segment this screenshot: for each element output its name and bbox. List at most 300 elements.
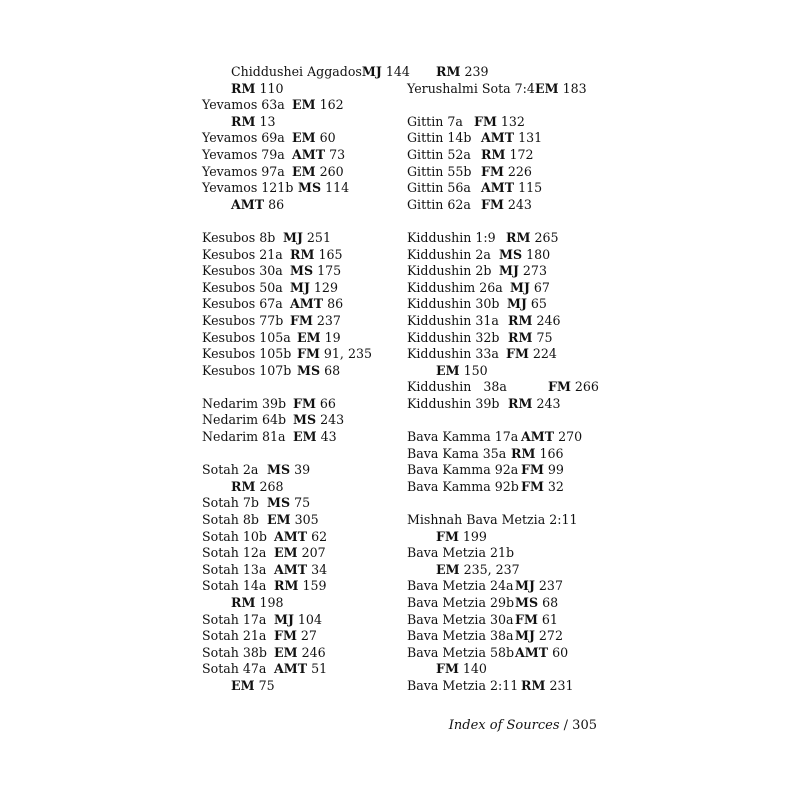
- source-reference: Kiddushin 39b: [407, 395, 500, 411]
- page-numbers: 86: [268, 196, 285, 212]
- book-code: EM: [267, 512, 291, 528]
- book-code: AMT: [481, 180, 515, 196]
- index-entry: [202, 628, 398, 645]
- source-reference: Bava Metzia 58b: [407, 644, 515, 660]
- page-numbers: 66: [319, 395, 336, 411]
- book-reference: [274, 628, 317, 645]
- book-code: MS: [499, 246, 523, 262]
- page-numbers: 231: [549, 677, 574, 693]
- index-entry: [202, 97, 398, 114]
- page-numbers: 237: [538, 578, 563, 594]
- page-numbers: 65: [530, 296, 547, 312]
- index-entry: [407, 230, 607, 247]
- page-numbers: 268: [259, 478, 284, 494]
- page-numbers: 183: [562, 80, 587, 96]
- index-entry: [407, 612, 607, 629]
- source-reference: Kiddushin 1:9: [407, 229, 496, 245]
- book-reference: [274, 661, 327, 678]
- book-code: AMT: [515, 644, 549, 660]
- book-code: FM: [297, 346, 320, 362]
- source-reference: Kesubos 107b: [202, 362, 292, 378]
- book-code: MS: [298, 180, 322, 196]
- index-entry: [202, 645, 398, 662]
- book-code: EM: [231, 677, 255, 693]
- page-numbers: 265: [534, 229, 559, 245]
- source-reference: Kesubos 67a: [202, 296, 283, 312]
- book-code: RM: [290, 246, 315, 262]
- book-reference: [292, 97, 344, 114]
- index-entry: [407, 197, 607, 214]
- book-reference: [290, 263, 341, 280]
- page-numbers: 51: [311, 661, 328, 677]
- page-numbers: 115: [518, 180, 543, 196]
- source-reference: Sotah 2a: [202, 462, 259, 478]
- source-reference: Yevamos 79a: [202, 146, 285, 162]
- running-footer: [449, 718, 597, 733]
- index-entry: [202, 545, 398, 562]
- book-code: RM: [231, 478, 256, 494]
- page-numbers: 251: [306, 229, 331, 245]
- book-code: MJ: [361, 64, 382, 79]
- book-code: RM: [231, 595, 256, 610]
- book-reference: [515, 595, 558, 612]
- source-reference: Kiddushin 30b: [407, 296, 500, 312]
- book-reference: [293, 396, 336, 413]
- page-numbers: 68: [542, 595, 559, 610]
- page-numbers: 68: [324, 362, 341, 378]
- page-numbers: 175: [317, 263, 342, 279]
- book-reference: [231, 479, 283, 494]
- book-code: FM: [481, 196, 504, 212]
- index-entry: [202, 578, 398, 595]
- source-reference: Bava Metzia 30a: [407, 611, 514, 627]
- source-reference: Bava Kama 35a: [407, 445, 507, 461]
- book-code: RM: [508, 395, 533, 411]
- book-reference: [515, 628, 563, 645]
- page-numbers: 34: [311, 561, 328, 577]
- index-entry: [407, 81, 607, 98]
- page-numbers: 104: [297, 611, 322, 627]
- source-reference: Bava Metzia 38a: [407, 628, 514, 644]
- book-code: FM: [481, 163, 504, 179]
- page-numbers: 132: [500, 113, 525, 129]
- book-reference: [436, 562, 520, 577]
- index-entry: [202, 130, 398, 147]
- page-numbers: 243: [507, 196, 532, 212]
- page-numbers: 246: [536, 312, 561, 328]
- book-reference: [290, 296, 343, 313]
- book-code: AMT: [231, 196, 265, 212]
- book-reference: [499, 247, 550, 264]
- book-reference: [231, 197, 284, 212]
- blank-line: [202, 446, 398, 463]
- page-numbers: 75: [294, 495, 311, 511]
- blank-line: [202, 213, 398, 230]
- book-reference: [436, 64, 488, 79]
- book-code: EM: [292, 163, 316, 179]
- index-entry: [407, 64, 607, 81]
- page-numbers: 235, 237: [463, 561, 520, 577]
- page-numbers: 260: [319, 163, 344, 179]
- index-entry: [407, 330, 607, 347]
- index-entry: [407, 296, 607, 313]
- page-numbers: 162: [319, 97, 344, 113]
- book-code: EM: [293, 429, 317, 445]
- book-code: MS: [267, 495, 291, 511]
- book-code: AMT: [481, 130, 515, 146]
- index-entry: [202, 462, 398, 479]
- page-numbers: 39: [294, 462, 311, 478]
- index-entry: [407, 678, 607, 695]
- book-code: FM: [274, 628, 297, 644]
- index-entry: [202, 396, 398, 413]
- index-entry: [407, 429, 607, 446]
- page-numbers: 180: [526, 246, 551, 262]
- index-entry: [407, 578, 607, 595]
- source-reference: Kiddushin 31a: [407, 312, 499, 328]
- index-entry: [202, 296, 398, 313]
- book-reference: [297, 363, 340, 380]
- source-reference: Kesubos 105a: [202, 329, 291, 345]
- book-reference: [231, 114, 275, 129]
- index-entry: [202, 495, 398, 512]
- index-entry: [202, 346, 398, 363]
- book-code: MS: [293, 412, 317, 428]
- page-numbers: 273: [522, 263, 547, 279]
- index-entry: [407, 661, 607, 678]
- book-reference: [481, 197, 532, 214]
- source-reference: Nedarim 64b: [202, 412, 287, 428]
- book-reference: [481, 147, 533, 164]
- blank-line: [407, 412, 607, 429]
- book-code: RM: [231, 80, 256, 96]
- source-reference: Sotah 38b: [202, 644, 267, 660]
- page-numbers: 110: [259, 80, 284, 96]
- book-reference: [267, 495, 310, 512]
- page-numbers: 144: [385, 64, 410, 79]
- source-reference: Gittin 56a: [407, 180, 471, 196]
- index-entry: [202, 429, 398, 446]
- source-reference: Bava Metzia 29b: [407, 595, 515, 610]
- book-code: FM: [436, 528, 459, 544]
- book-reference: [481, 180, 542, 197]
- index-entry: [407, 446, 607, 463]
- source-reference: Kiddushim 26a: [407, 279, 503, 295]
- index-entry: [407, 379, 607, 396]
- index-entry: [407, 164, 607, 181]
- source-reference: Yevamos 121b: [202, 180, 294, 196]
- source-reference: Bava Kamma 92a: [407, 462, 519, 478]
- book-reference: [515, 645, 568, 662]
- source-reference: Chiddushei Aggados: [231, 64, 362, 79]
- source-reference: Sotah 12a: [202, 545, 267, 561]
- book-reference: [283, 230, 331, 247]
- book-reference: [298, 180, 349, 197]
- blank-line: [202, 379, 398, 396]
- page-numbers: 224: [532, 346, 557, 362]
- book-code: FM: [515, 611, 538, 627]
- book-code: AMT: [521, 429, 555, 445]
- book-code: RM: [508, 312, 533, 328]
- index-entry: [407, 280, 607, 297]
- index-entry: [407, 180, 607, 197]
- index-entry: [202, 529, 398, 546]
- index-entry: [202, 263, 398, 280]
- book-reference: [521, 429, 582, 446]
- book-code: MJ: [274, 611, 294, 627]
- book-code: FM: [474, 113, 497, 129]
- book-reference: [362, 64, 410, 79]
- page-numbers: 60: [552, 644, 569, 660]
- book-reference: [506, 230, 558, 247]
- source-reference: Bava Kamma 17a: [407, 429, 519, 445]
- book-code: RM: [506, 229, 531, 245]
- source-reference: Mishnah Bava Metzia 2:11: [407, 512, 578, 528]
- blank-line: [407, 213, 607, 230]
- page-numbers: 165: [318, 246, 343, 262]
- book-code: FM: [521, 462, 544, 478]
- page-numbers: 61: [541, 611, 558, 627]
- book-code: RM: [481, 146, 506, 162]
- book-reference: [508, 313, 560, 330]
- index-entry: [202, 64, 410, 81]
- page-numbers: 86: [327, 296, 344, 312]
- source-reference: Kesubos 77b: [202, 312, 284, 328]
- page-numbers: 150: [463, 362, 488, 378]
- page-numbers: 243: [320, 412, 345, 428]
- book-reference: [293, 412, 344, 429]
- page-numbers: 67: [533, 279, 550, 295]
- book-reference: [515, 578, 563, 595]
- book-reference: [290, 313, 341, 330]
- index-entry: [202, 412, 398, 429]
- source-reference: Nedarim 39b: [202, 395, 287, 411]
- page-numbers: 172: [509, 146, 534, 162]
- book-reference: [290, 247, 342, 264]
- index-entry: [202, 313, 398, 330]
- book-code: MS: [515, 595, 539, 610]
- index-column-left: [202, 64, 410, 695]
- footer-title: Index of Sources: [448, 718, 560, 733]
- book-reference: [290, 280, 338, 297]
- book-reference: [508, 330, 552, 347]
- index-entry: [407, 346, 607, 363]
- book-code: EM: [436, 362, 460, 378]
- book-code: EM: [297, 329, 321, 345]
- book-code: RM: [511, 445, 536, 461]
- book-reference: [535, 81, 587, 98]
- source-reference: Sotah 8b: [202, 512, 259, 528]
- source-reference: Kiddushin 38a: [407, 379, 507, 395]
- index-entry: [202, 678, 398, 695]
- book-reference: [436, 661, 487, 676]
- book-reference: [515, 612, 558, 629]
- book-reference: [274, 612, 322, 629]
- source-reference: Gittin 52a: [407, 146, 471, 162]
- book-reference: [507, 296, 547, 313]
- index-entry: [407, 130, 607, 147]
- book-code: EM: [436, 561, 460, 577]
- index-entry: [202, 595, 398, 612]
- index-entry: [407, 645, 607, 662]
- source-reference: Gittin 55b: [407, 163, 472, 179]
- book-code: FM: [293, 395, 316, 411]
- book-reference: [436, 529, 487, 544]
- source-reference: Kiddushin 2b: [407, 263, 492, 279]
- index-entry: [202, 363, 398, 380]
- index-entry: [407, 529, 607, 546]
- index-entry: [202, 247, 398, 264]
- book-code: EM: [292, 97, 316, 113]
- source-reference: Gittin 14b: [407, 130, 472, 146]
- page-numbers: 246: [301, 644, 326, 660]
- page-numbers: 237: [316, 312, 341, 328]
- book-code: RM: [508, 329, 533, 345]
- book-code: RM: [274, 578, 299, 594]
- index-entry: [202, 197, 398, 214]
- index-entry: [407, 147, 607, 164]
- index-entry: [407, 545, 607, 562]
- source-reference: Bava Metzia 21b: [407, 545, 515, 561]
- index-entry: [202, 114, 398, 131]
- page-numbers: 73: [329, 146, 346, 162]
- page-numbers: 131: [518, 130, 543, 146]
- page-numbers: 239: [464, 64, 489, 79]
- page-numbers: 207: [301, 545, 326, 561]
- source-reference: Kesubos 21a: [202, 246, 283, 262]
- book-code: FM: [506, 346, 529, 362]
- page-numbers: 62: [311, 528, 328, 544]
- index-entry: [407, 363, 607, 380]
- book-reference: [292, 130, 336, 147]
- index-entry: [407, 462, 607, 479]
- page-numbers: 114: [325, 180, 350, 196]
- index-entry: [202, 81, 398, 98]
- book-reference: [274, 645, 326, 662]
- book-code: MJ: [290, 279, 310, 295]
- page-numbers: 99: [547, 462, 564, 478]
- book-code: AMT: [274, 528, 308, 544]
- source-reference: Kiddushin 2a: [407, 246, 491, 262]
- book-reference: [508, 396, 560, 413]
- source-reference: Sotah 21a: [202, 628, 267, 644]
- book-reference: [506, 346, 557, 363]
- book-code: AMT: [290, 296, 324, 312]
- source-reference: Sotah 13a: [202, 561, 267, 577]
- book-reference: [436, 363, 488, 378]
- page-numbers: 32: [547, 478, 564, 494]
- book-code: MJ: [499, 263, 519, 279]
- index-entry: [407, 313, 607, 330]
- page-numbers: 19: [324, 329, 341, 345]
- book-reference: [510, 280, 550, 297]
- index-entry: [202, 479, 398, 496]
- source-reference: Bava Metzia 24a: [407, 578, 514, 594]
- source-reference: Kesubos 105b: [202, 346, 292, 362]
- page-numbers: 13: [259, 113, 276, 129]
- index-entry: [202, 661, 398, 678]
- book-reference: [267, 462, 310, 479]
- book-reference: [499, 263, 547, 280]
- index-entry: [202, 230, 398, 247]
- source-reference: Yerushalmi Sota 7:4: [407, 80, 535, 96]
- book-reference: [274, 562, 327, 579]
- footer-page-number: 305: [572, 718, 597, 733]
- footer-separator: /: [563, 718, 569, 733]
- source-reference: Sotah 10b: [202, 528, 267, 544]
- book-reference: [292, 147, 345, 164]
- index-entry: [202, 164, 398, 181]
- page-numbers: 266: [574, 379, 599, 395]
- book-reference: [481, 130, 542, 147]
- source-reference: Sotah 47a: [202, 661, 267, 677]
- index-entry: [407, 628, 607, 645]
- page-numbers: 272: [538, 628, 563, 644]
- index-entry: [407, 263, 607, 280]
- source-reference: Bava Kamma 92b: [407, 478, 519, 494]
- book-code: FM: [436, 661, 459, 677]
- page-numbers: 305: [294, 512, 319, 528]
- index-entry: [407, 595, 607, 612]
- book-code: EM: [274, 644, 298, 660]
- index-entry: [202, 612, 398, 629]
- source-reference: Kiddushin 32b: [407, 329, 500, 345]
- book-reference: [274, 578, 326, 595]
- book-reference: [474, 114, 525, 131]
- blank-line: [407, 97, 607, 114]
- book-reference: [274, 529, 327, 546]
- page-numbers: 226: [507, 163, 532, 179]
- book-code: FM: [521, 478, 544, 494]
- page-numbers: 75: [536, 329, 553, 345]
- book-reference: [297, 346, 372, 363]
- page-numbers: 60: [319, 130, 336, 146]
- source-reference: Bava Metzia 2:11: [407, 677, 519, 693]
- source-reference: Kesubos 8b: [202, 229, 276, 245]
- index-entry: [407, 479, 607, 496]
- book-reference: [511, 446, 563, 463]
- index-entry: [202, 280, 398, 297]
- source-reference: Yevamos 97a: [202, 163, 285, 179]
- book-reference: [481, 164, 532, 181]
- book-reference: [292, 164, 344, 181]
- book-code: EM: [535, 80, 559, 96]
- index-entry: [202, 147, 398, 164]
- source-reference: Kiddushin 33a: [407, 346, 499, 362]
- book-code: EM: [292, 130, 316, 146]
- book-code: MJ: [507, 296, 527, 312]
- page-numbers: 243: [536, 395, 561, 411]
- page-numbers: 129: [313, 279, 338, 295]
- book-code: AMT: [292, 146, 326, 162]
- page-numbers: 43: [320, 429, 337, 445]
- source-reference: Gittin 7a: [407, 113, 463, 129]
- index-entry: [202, 512, 398, 529]
- source-reference: Yevamos 63a: [202, 97, 285, 113]
- book-reference: [231, 595, 283, 610]
- page-numbers: 91, 235: [323, 346, 372, 362]
- page-numbers: 27: [300, 628, 317, 644]
- book-reference: [521, 462, 564, 479]
- blank-line: [407, 495, 607, 512]
- book-code: FM: [548, 379, 571, 395]
- book-reference: [231, 81, 283, 96]
- source-reference: Sotah 14a: [202, 578, 267, 594]
- source-reference: Kesubos 50a: [202, 279, 283, 295]
- page-numbers: 166: [539, 445, 564, 461]
- book-code: RM: [436, 64, 461, 79]
- book-reference: [274, 545, 326, 562]
